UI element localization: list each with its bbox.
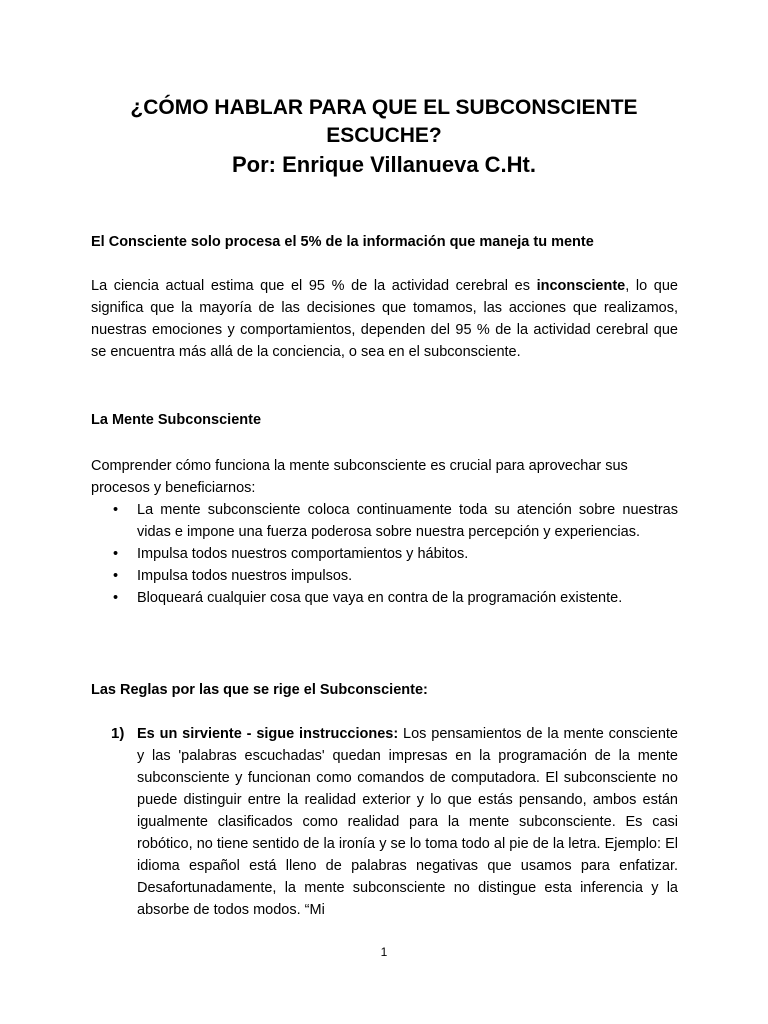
rule-body: Los pensamientos de la mente consciente y las 'palabras escuchadas' quedan impresas en la programación de la mente subconsciente y funcionan como comandos de computadora. El subconsciente no puede distinguir entre la realidad exterior y lo que estás pensando, ambos están igualmente clasificados como realidad para la mente subconsciente. Es casi robótico, no tiene sentido de la ironía y se lo toma todo al pie de la letra. Ejemplo: El idioma español está lleno de palabras negativas que usamos para enfatizar. Desafortunadamente, la mente subconsciente no distingue esta inferencia y la absorbe de todos modos. “Mi [137,726,678,918]
section-heading-mente-subconsciente: La Mente Subconsciente [91,412,262,428]
paragraph-ciencia [91,275,678,363]
rule-number: 1) [111,725,125,742]
paragraph-comprender: Comprender cómo funciona la mente subconsciente es crucial para aprovechar sus procesos y beneficiarnos: [91,458,628,496]
section-heading-reglas: Las Reglas por las que se rige el Subconsciente: [91,682,428,698]
rule-text [137,723,678,921]
page-number: 1 [380,945,388,959]
list-item [91,543,678,565]
list-item-text: Impulsa todos nuestros impulsos. [137,568,353,584]
list-item [91,587,678,609]
bullet-list [91,499,678,609]
bullet-icon: • [113,568,119,584]
paragraph-ciencia-text-end: , lo que significa que la mayoría de las decisiones que tomamos, las acciones que realizamos, nuestras emociones y comportamientos, dependen del 95 % de la actividad cerebral que se encuentra más allá de la conciencia, o sea en el subconsciente. [91,278,678,360]
list-item [91,499,678,543]
paragraph-ciencia-bold: inconsciente [536,278,626,294]
list-item-text: Impulsa todos nuestros comportamientos y hábitos. [137,546,469,562]
paragraph-ciencia-text-start: La ciencia actual estima que el 95 % de la actividad cerebral es [91,278,537,294]
bullet-icon: • [113,590,119,606]
rule-title: Es un sirviente - sigue instrucciones: [137,726,399,742]
bullet-icon: • [113,502,119,518]
author-line: Por: Enrique Villanueva C.Ht. [232,152,536,177]
list-item-text: La mente subconsciente coloca continuamente toda su atención sobre nuestras vidas e impone una fuerza poderosa sobre nuestra percepción y experiencias. [137,502,678,540]
document-title [60,94,708,180]
section-heading-consciente: El Consciente solo procesa el 5% de la información que maneja tu mente [91,234,594,250]
bullet-icon: • [113,546,119,562]
list-item-text: Bloqueará cualquier cosa que vaya en contra de la programación existente. [137,590,623,606]
title-line-2: ESCUCHE? [326,124,442,147]
title-line-1: ¿CÓMO HABLAR PARA QUE EL SUBCONSCIENTE [130,96,638,119]
list-item [91,565,678,587]
